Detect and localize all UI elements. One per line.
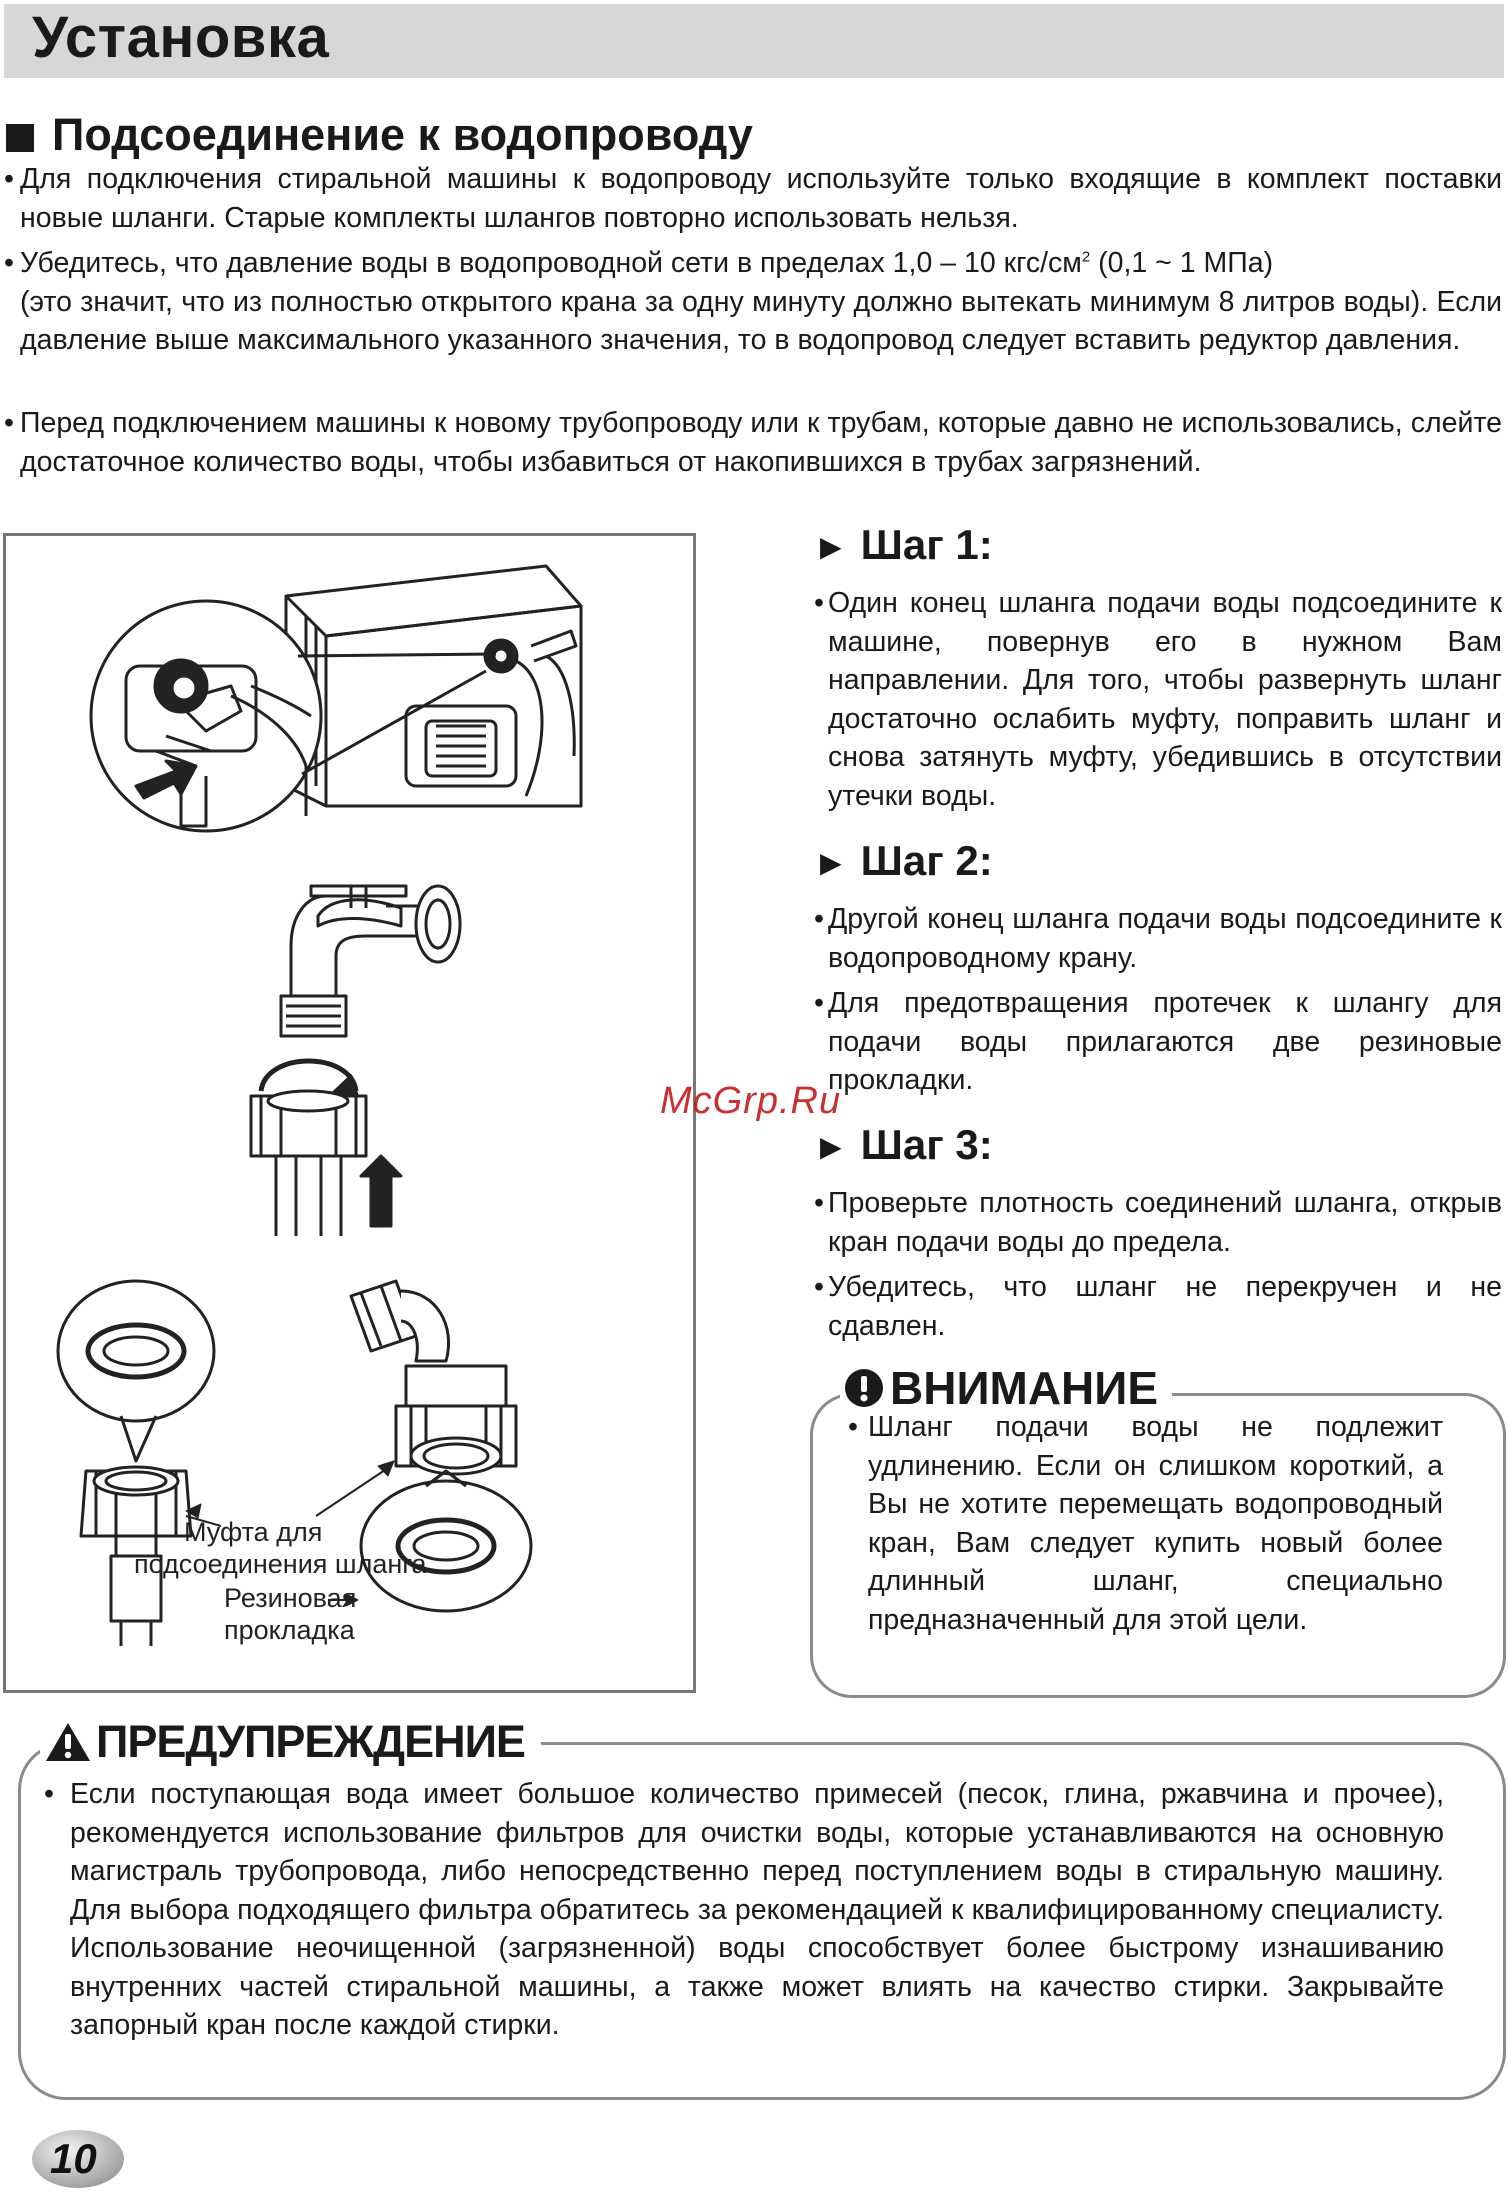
step-text: Один конец шланга подачи воды подсоедините к машине, повернув его в нужном Вам направлении. Для того, чтобы развернуть шланг достаточно ослабить муфту, поправить шланг и снова затянуть муфту, убедившись в отсутствии утечки воды. <box>828 587 1502 812</box>
step-text: Другой конец шланга подачи воды подсоедините к водопроводному крану. <box>828 903 1502 974</box>
page-title: Установка <box>32 5 330 70</box>
installation-illustration <box>6 536 693 1690</box>
label-gasket-line1: Резиновая <box>224 1583 357 1613</box>
bullet-icon: • <box>814 987 824 1019</box>
step-1-bullet-1 <box>810 584 1502 815</box>
warning-triangle-icon <box>44 1721 92 1763</box>
bullet-icon: • <box>814 1187 824 1219</box>
pressure-tail: (0,1 ~ 1 МПа) <box>1090 247 1274 279</box>
intro-bullet-text: Перед подключением машины к новому трубопроводу или к трубам, которые давно не использовались, слейте достаточное количество воды, чтобы избавиться от накопившихся в трубах загрязнений. <box>20 407 1502 478</box>
label-gasket-line2: прокладка <box>224 1615 355 1645</box>
step-2-bullet-1 <box>810 900 1502 977</box>
step-arrow-icon: ► <box>813 1126 849 1167</box>
warning-heading <box>40 1716 541 1768</box>
step-1-heading <box>813 520 993 572</box>
up-arrow-icon <box>361 1156 401 1226</box>
page-number: 10 <box>50 2135 97 2182</box>
bullet-icon: • <box>814 1271 824 1303</box>
step-2-heading <box>813 836 993 888</box>
bullet-icon: • <box>814 903 824 935</box>
step-title: Шаг 1: <box>860 521 993 568</box>
step-title: Шаг 2: <box>860 837 993 884</box>
caution-text: Шланг подачи воды не подлежит удлинению. Если он слишком короткий, а Вы не хотите перемещать водопроводный кран, Вам следует купить новый более длинный шланг, специально предназначенный для этой цели. <box>868 1411 1443 1636</box>
step-text: Проверьте плотность соединений шланга, открыв кран подачи воды до предела. <box>828 1187 1502 1258</box>
zoom-detail-icon <box>91 601 496 831</box>
step-text: Убедитесь, что шланг не перекручен и не сдавлен. <box>828 1271 1502 1342</box>
intro-bullet-3 <box>6 404 1502 481</box>
hose-coupling-icon <box>251 1091 366 1236</box>
bullet-icon: • <box>4 247 14 279</box>
bullet-icon: • <box>44 1778 54 1810</box>
bullet-icon: • <box>4 163 14 195</box>
coupling-right-icon <box>351 1281 516 1474</box>
intro-bullet-text: Для подключения стиральной машины к водопроводу используйте только входящие в комплект поставки новые шланги. Старые комплекты шлангов повторно использовать нельзя. <box>20 163 1502 234</box>
bullet-icon: • <box>4 407 14 439</box>
step-3-heading <box>813 1120 993 1172</box>
intro-bullet-1 <box>6 160 1502 237</box>
label-coupling-line2: подсоединения шланга <box>134 1549 427 1579</box>
bullet-icon: • <box>814 587 824 619</box>
caution-text-block <box>848 1408 1443 1639</box>
warning-text-block <box>40 1775 1444 2045</box>
step-arrow-icon: ► <box>813 842 849 883</box>
warning-text: Если поступающая вода имеет большое количество примесей (песок, глина, ржавчина и прочее), рекомендуется использование фильтров для очистки воды, которые устанавливаются на основную магистраль трубопровода, либо непосредственно перед поступлением воды в стиральную машину. Для выбора подходящего фильтра обратитесь за рекомендацией к квалифицированному специалисту. Использование неочищенной (загрязненной) воды способствует более быстрому изнашиванию внутренних частей стиральной машины, а также может влиять на качество стирки. Закрывайте запорный кран после каждой стирки. <box>70 1778 1444 2041</box>
pressure-superscript: 2 <box>1081 248 1091 266</box>
step-2-bullet-2 <box>810 984 1502 1100</box>
step-3-bullet-1 <box>810 1184 1502 1261</box>
pressure-explanation: (это значит, что из полностью открытого крана за одну минуту должно вытекать минимум 8 литров воды). Если давление выше максимального указанного значения, то в водопровод следует вставить редуктор давления. <box>20 285 1502 356</box>
washing-machine-icon <box>286 566 581 806</box>
step-arrow-icon: ► <box>813 526 849 567</box>
gasket-callout-left <box>58 1281 214 1461</box>
label-coupling-line1: Муфта для <box>184 1517 323 1547</box>
gasket-callout-right <box>361 1471 531 1611</box>
intro-bullet-text: Убедитесь, что давление воды в водопроводной сети в пределах 1,0 – 10 кгс/см <box>20 247 1082 279</box>
caution-heading <box>840 1362 1172 1414</box>
watermark: McGrp.Ru <box>660 1080 842 1122</box>
warning-title: ПРЕДУПРЕЖДЕНИЕ <box>96 1716 525 1767</box>
step-title: Шаг 3: <box>860 1121 993 1168</box>
exclamation-icon <box>844 1368 884 1408</box>
intro-bullet-2 <box>6 244 1502 360</box>
illustration-frame <box>3 533 696 1693</box>
step-3-bullet-2 <box>810 1268 1502 1345</box>
section-square-icon <box>6 124 34 152</box>
water-tap-icon <box>281 886 460 1036</box>
bullet-icon: • <box>848 1411 858 1443</box>
section-title: Подсоединение к водопроводу <box>52 109 753 160</box>
step-text: Для предотвращения протечек к шлангу для подачи воды прилагаются две резиновые прокладки. <box>828 987 1502 1096</box>
caution-title: ВНИМАНИЕ <box>890 1362 1159 1414</box>
